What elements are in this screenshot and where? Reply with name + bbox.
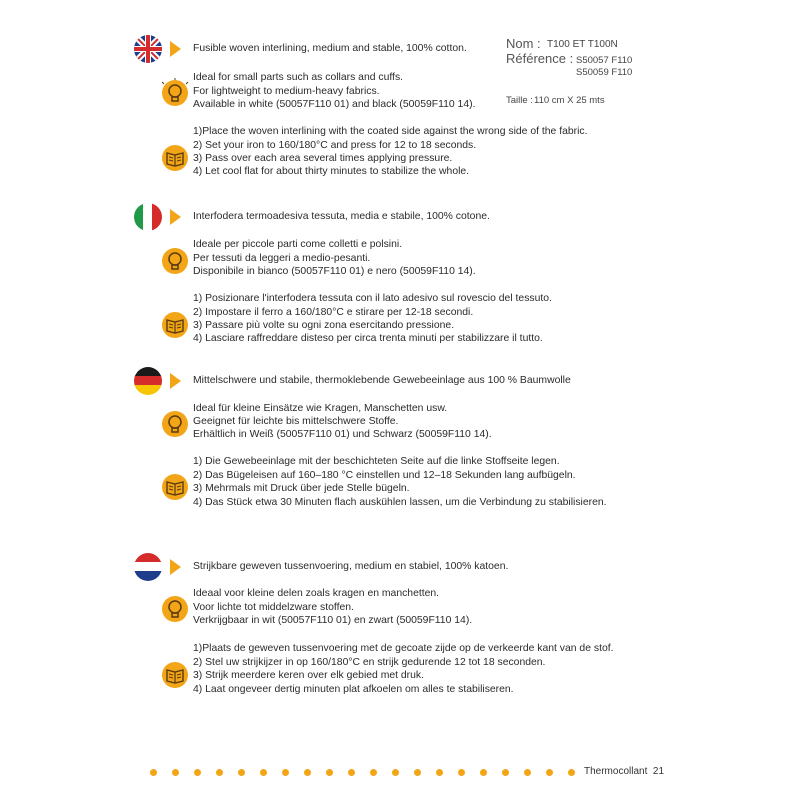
book-icon: [160, 143, 190, 173]
reference-value-2: S50059 F110: [576, 67, 633, 78]
footer-label: [584, 766, 664, 777]
footer-dot: [348, 769, 355, 776]
book-icon: [160, 472, 190, 502]
footer-dot: [282, 769, 289, 776]
info-line-3: Verkrijgbaar in wit (50057F110 01) en zwart (50059F110 14).: [193, 615, 473, 626]
info-line-1: Ideal for small parts such as collars and cuffs.: [193, 72, 404, 83]
step-line-3: 3) Mehrmals mit Druck über jede Stelle bügeln.: [193, 483, 410, 494]
step-line-3: 3) Passare più volte su ogni zona esercitando pressione.: [193, 320, 455, 331]
netherlands-flag-icon: [134, 553, 162, 581]
footer-dot: [502, 769, 509, 776]
footer-dot: [436, 769, 443, 776]
step-line-2: 2) Das Bügeleisen auf 160–180 °C einstellen und 12–18 Sekunden lang aufbügeln.: [193, 470, 576, 481]
section-headline: Fusible woven interlining, medium and stable, 100% cotton.: [193, 43, 467, 54]
section-headline: Interfodera termoadesiva tessuta, media e stabile, 100% cotone.: [193, 211, 490, 222]
info-line-3: Erhältlich in Weiß (50057F110 01) und Schwarz (50059F110 14).: [193, 429, 492, 440]
footer-dot: [150, 769, 157, 776]
info-line-2: Per tessuti da leggeri a medio-pesanti.: [193, 253, 371, 264]
info-line-3: Disponibile in bianco (50057F110 01) e nero (50059F110 14).: [193, 266, 476, 277]
step-line-1: 1) Die Gewebeeinlage mit der beschichteten Seite auf die linke Stoffseite legen.: [193, 456, 560, 467]
arrow-icon: [170, 41, 181, 57]
step-line-2: 2) Set your iron to 160/180°C and press for 12 to 18 seconds.: [193, 140, 477, 151]
lightbulb-icon: [160, 594, 190, 624]
info-line-2: For lightweight to medium-heavy fabrics.: [193, 86, 380, 97]
info-line-2: Voor lichte tot middelzware stoffen.: [193, 602, 354, 613]
info-line-1: Ideale per piccole parti come colletti e polsini.: [193, 239, 403, 250]
info-line-3: Available in white (50057F110 01) and black (50059F110 14).: [193, 99, 476, 110]
nom-value: T100 ET T100N: [547, 39, 618, 50]
nom-label: Nom :: [506, 36, 541, 51]
footer-dot: [194, 769, 201, 776]
reference-value-1: S50057 F110: [576, 55, 633, 66]
footer-dot: [414, 769, 421, 776]
info-line-1: Ideaal voor kleine delen zoals kragen en manchetten.: [193, 588, 440, 599]
book-icon: [160, 310, 190, 340]
info-line-1: Ideal für kleine Einsätze wie Kragen, Manschetten usw.: [193, 403, 448, 414]
info-line-2: Geeignet für leichte bis mittelschwere Stoffe.: [193, 416, 399, 427]
step-line-1: 1) Posizionare l'interfodera tessuta con il lato adesivo sul rovescio del tessuto.: [193, 293, 552, 304]
step-line-4: 4) Let cool flat for about thirty minutes to stabilize the whole.: [193, 166, 470, 177]
step-line-2: 2) Impostare il ferro a 160/180°C e stirare per 12-18 secondi.: [193, 307, 474, 318]
footer-dot: [480, 769, 487, 776]
footer-dot: [238, 769, 245, 776]
footer-dot: [216, 769, 223, 776]
germany-flag-icon: [134, 367, 162, 395]
arrow-icon: [170, 559, 181, 575]
size-label: Taille :: [506, 95, 533, 106]
footer-dot: [326, 769, 333, 776]
italy-flag-icon: [134, 203, 162, 231]
footer-dot: [370, 769, 377, 776]
footer-dot: [392, 769, 399, 776]
section-headline: Mittelschwere und stabile, thermoklebende Gewebeeinlage aus 100 % Baumwolle: [193, 375, 571, 386]
step-line-1: 1)Place the woven interlining with the coated side against the wrong side of the fabric.: [193, 126, 588, 137]
uk-flag-icon: [134, 35, 162, 63]
footer-dot: [568, 769, 575, 776]
step-line-4: 4) Laat ongeveer dertig minuten plat afkoelen om alles te stabiliseren.: [193, 684, 514, 695]
footer-dot: [304, 769, 311, 776]
step-line-3: 3) Pass over each area several times applying pressure.: [193, 153, 453, 164]
step-line-1: 1)Plaats de geweven tussenvoering met de gecoate zijde op de verkeerde kant van de stof.: [193, 643, 614, 654]
footer-dot: [172, 769, 179, 776]
arrow-icon: [170, 373, 181, 389]
step-line-4: 4) Lasciare raffreddare disteso per circa trenta minuti per stabilizzare il tutto.: [193, 333, 543, 344]
footer-dot: [546, 769, 553, 776]
arrow-icon: [170, 209, 181, 225]
step-line-3: 3) Strijk meerdere keren over elk gebied met druk.: [193, 670, 425, 681]
section-headline: Strijkbare geweven tussenvoering, medium en stabiel, 100% katoen.: [193, 561, 509, 572]
size-value: 110 cm X 25 mts: [534, 95, 605, 106]
footer-title: Thermocollant: [584, 766, 648, 777]
footer-dot: [524, 769, 531, 776]
lightbulb-icon: [160, 409, 190, 439]
step-line-2: 2) Stel uw strijkijzer in op 160/180°C en strijk gedurende 12 tot 18 seconden.: [193, 657, 546, 668]
lightbulb-icon: [160, 246, 190, 276]
book-icon: [160, 660, 190, 690]
reference-label: Référence :: [506, 51, 574, 66]
footer-dot: [260, 769, 267, 776]
footer-dot: [458, 769, 465, 776]
lightbulb-icon: [160, 78, 190, 108]
page-number: 21: [652, 766, 665, 777]
step-line-4: 4) Das Stück etwa 30 Minuten flach auskühlen lassen, um die Verbindung zu stabilisieren.: [193, 497, 607, 508]
